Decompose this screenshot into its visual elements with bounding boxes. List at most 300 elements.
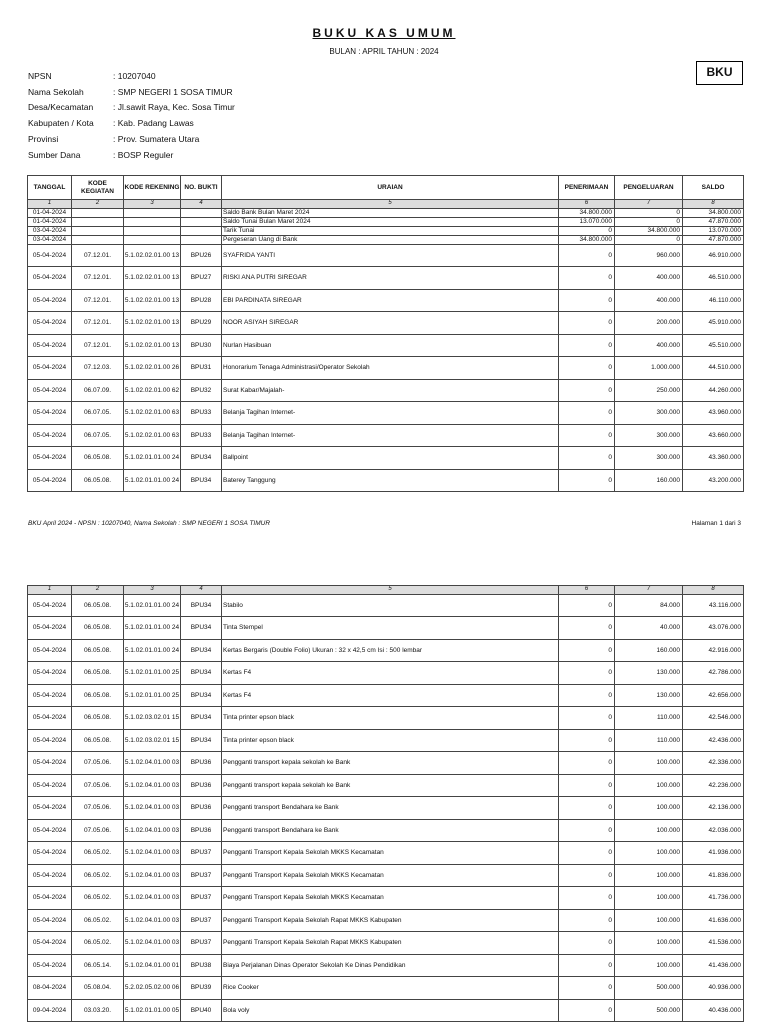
- info-value: : BOSP Reguler: [113, 149, 174, 160]
- cell-uraian: Tinta printer epson black: [222, 729, 559, 752]
- table-row: [28, 977, 744, 1000]
- table-row: [28, 842, 744, 865]
- cell-no-bukti: BPU34: [181, 594, 222, 617]
- cell-tanggal: 05-04-2024: [28, 379, 72, 402]
- cell-no-bukti: BPU37: [181, 842, 222, 865]
- col-number: 1: [28, 200, 72, 209]
- cell-uraian: Pengganti transport kepala sekolah ke Bank: [222, 774, 559, 797]
- cell-saldo: 43.360.000: [683, 447, 744, 470]
- cell-tanggal: 08-04-2024: [28, 977, 72, 1000]
- col-number: 2: [72, 200, 124, 209]
- cell-kode-kegiatan: 06.05.08.: [72, 684, 124, 707]
- cell-tanggal: 05-04-2024: [28, 639, 72, 662]
- cell-pengeluaran: 130.000: [615, 684, 683, 707]
- table-row: [28, 954, 744, 977]
- cell-penerimaan: 0: [559, 267, 615, 290]
- cell-pengeluaran: 130.000: [615, 662, 683, 685]
- cell-no-bukti: BPU39: [181, 977, 222, 1000]
- column-number-row: [28, 200, 744, 209]
- cell-kode-kegiatan: 06.05.02.: [72, 864, 124, 887]
- cell-no-bukti: BPU34: [181, 469, 222, 492]
- cell-kode-kegiatan: 07.12.01.: [72, 267, 124, 290]
- cell-no-bukti: BPU36: [181, 752, 222, 775]
- col-header-kode-kegiatan: KODE KEGIATAN: [72, 176, 124, 200]
- cell-saldo: 42.036.000: [683, 819, 744, 842]
- cell-tanggal: 05-04-2024: [28, 774, 72, 797]
- cell-uraian: EBI PARDINATA SIREGAR: [222, 289, 559, 312]
- cell-saldo: 41.636.000: [683, 909, 744, 932]
- cell-pengeluaran: 300.000: [615, 402, 683, 425]
- cell-pengeluaran: 84.000: [615, 594, 683, 617]
- cell-tanggal: 03-04-2024: [28, 226, 72, 235]
- cell-saldo: 47.870.000: [683, 217, 744, 226]
- cell-saldo: 44.260.000: [683, 379, 744, 402]
- cell-saldo: 46.910.000: [683, 244, 744, 267]
- cell-kode-kegiatan: 07.05.06.: [72, 797, 124, 820]
- table-row: [28, 469, 744, 492]
- cell-saldo: 43.200.000: [683, 469, 744, 492]
- cell-tanggal: 05-04-2024: [28, 684, 72, 707]
- cell-tanggal: 05-04-2024: [28, 469, 72, 492]
- cell-kode-kegiatan: 07.12.01.: [72, 312, 124, 335]
- cell-saldo: 41.936.000: [683, 842, 744, 865]
- cell-uraian: Pengganti transport Bendahara ke Bank: [222, 797, 559, 820]
- cell-kode-rekening: [124, 217, 181, 226]
- cell-tanggal: 05-04-2024: [28, 887, 72, 910]
- cell-uraian: Pengganti transport kepala sekolah ke Bank: [222, 752, 559, 775]
- cell-no-bukti: BPU31: [181, 357, 222, 380]
- cell-no-bukti: [181, 235, 222, 244]
- cell-kode-rekening: 5.1.02.04.01.00 03: [124, 909, 181, 932]
- cell-penerimaan: 0: [559, 289, 615, 312]
- cell-pengeluaran: 200.000: [615, 312, 683, 335]
- cell-kode-rekening: 5.1.02.04.01.00 03: [124, 752, 181, 775]
- table-row: [28, 244, 744, 267]
- table-row: [28, 639, 744, 662]
- cell-pengeluaran: 0: [615, 217, 683, 226]
- cell-kode-kegiatan: 06.05.08.: [72, 729, 124, 752]
- cell-kode-rekening: 5.1.02.01.01.00 24: [124, 617, 181, 640]
- cell-kode-rekening: [124, 235, 181, 244]
- cell-uraian: Pengganti Transport Kepala Sekolah MKKS Kecamatan: [222, 842, 559, 865]
- cell-saldo: 13.070.000: [683, 226, 744, 235]
- cell-saldo: 45.510.000: [683, 334, 744, 357]
- cell-kode-rekening: 5.1.02.02.01.00 13: [124, 289, 181, 312]
- cell-uraian: Tinta Stempel: [222, 617, 559, 640]
- cell-kode-kegiatan: 06.05.02.: [72, 932, 124, 955]
- cell-tanggal: 05-04-2024: [28, 447, 72, 470]
- cell-kode-rekening: 5.1.02.02.01.00 13: [124, 334, 181, 357]
- cell-no-bukti: BPU30: [181, 334, 222, 357]
- info-row: [28, 115, 235, 131]
- col-number: 3: [124, 200, 181, 209]
- table-row: [28, 752, 744, 775]
- info-label: Nama Sekolah: [28, 86, 84, 97]
- cell-no-bukti: BPU34: [181, 662, 222, 685]
- info-label: Desa/Kecamatan: [28, 102, 94, 113]
- cell-kode-rekening: 5.1.02.04.01.00 03: [124, 842, 181, 865]
- col-header-tanggal: TANGGAL: [28, 176, 72, 200]
- table-row: [28, 662, 744, 685]
- cell-saldo: 43.116.000: [683, 594, 744, 617]
- cell-pengeluaran: 160.000: [615, 469, 683, 492]
- cell-tanggal: 05-04-2024: [28, 954, 72, 977]
- table-row: [28, 774, 744, 797]
- cell-saldo: 41.536.000: [683, 932, 744, 955]
- table-row: [28, 819, 744, 842]
- table-row: [28, 909, 744, 932]
- cell-pengeluaran: 100.000: [615, 774, 683, 797]
- table-row: [28, 289, 744, 312]
- cell-no-bukti: BPU37: [181, 887, 222, 910]
- cell-kode-kegiatan: [72, 226, 124, 235]
- cell-tanggal: 05-04-2024: [28, 267, 72, 290]
- table-row: [28, 235, 744, 244]
- col-number: 2: [72, 586, 124, 595]
- col-number: 7: [615, 586, 683, 595]
- cell-uraian: Kertas Bergaris (Double Folio) Ukuran : 32 x 42,5 cm Isi : 500 lembar: [222, 639, 559, 662]
- info-value: : Prov. Sumatera Utara: [113, 134, 200, 145]
- cell-no-bukti: BPU34: [181, 617, 222, 640]
- cell-no-bukti: BPU29: [181, 312, 222, 335]
- cell-kode-kegiatan: [72, 217, 124, 226]
- cell-saldo: 42.436.000: [683, 729, 744, 752]
- cell-pengeluaran: 110.000: [615, 729, 683, 752]
- col-header-uraian: URAIAN: [222, 176, 559, 200]
- cell-no-bukti: [181, 208, 222, 217]
- cell-kode-kegiatan: 06.05.08.: [72, 707, 124, 730]
- cell-penerimaan: 0: [559, 707, 615, 730]
- cell-kode-kegiatan: 07.05.06.: [72, 752, 124, 775]
- table-row: [28, 208, 744, 217]
- bku-badge: BKU: [696, 61, 743, 85]
- cell-penerimaan: 0: [559, 887, 615, 910]
- cell-uraian: Ballpoint: [222, 447, 559, 470]
- cell-tanggal: 05-04-2024: [28, 729, 72, 752]
- cell-tanggal: 05-04-2024: [28, 334, 72, 357]
- cell-saldo: 42.656.000: [683, 684, 744, 707]
- cell-saldo: 42.236.000: [683, 774, 744, 797]
- cell-uraian: Surat Kabar/Majalah-: [222, 379, 559, 402]
- info-value: : 10207040: [113, 70, 156, 81]
- cell-pengeluaran: 100.000: [615, 909, 683, 932]
- table-row: [28, 797, 744, 820]
- info-row: [28, 147, 235, 163]
- cell-penerimaan: 34.800.000: [559, 235, 615, 244]
- cell-pengeluaran: 250.000: [615, 379, 683, 402]
- ledger-table-page-1: [27, 175, 744, 492]
- cell-penerimaan: 0: [559, 357, 615, 380]
- document-subtitle: BULAN : APRIL TAHUN : 2024: [329, 47, 439, 56]
- cell-kode-kegiatan: 06.05.14.: [72, 954, 124, 977]
- footer-note: BKU April 2024 - NPSN : 10207040, Nama Sekolah : SMP NEGERI 1 SOSA TIMUR: [28, 520, 271, 527]
- cell-no-bukti: BPU34: [181, 447, 222, 470]
- cell-uraian: Bola voly: [222, 999, 559, 1022]
- cell-no-bukti: [181, 217, 222, 226]
- cell-kode-kegiatan: 06.07.09.: [72, 379, 124, 402]
- cell-kode-kegiatan: 06.05.08.: [72, 594, 124, 617]
- cell-kode-kegiatan: 03.03.20.: [72, 999, 124, 1022]
- cell-uraian: NOOR ASIYAH SIREGAR: [222, 312, 559, 335]
- table-row: [28, 402, 744, 425]
- cell-uraian: Kertas F4: [222, 684, 559, 707]
- col-number: 6: [559, 200, 615, 209]
- cell-kode-rekening: 5.1.02.01.01.00 24: [124, 447, 181, 470]
- info-value: : SMP NEGERI 1 SOSA TIMUR: [113, 86, 233, 97]
- cell-kode-kegiatan: 06.07.05.: [72, 424, 124, 447]
- cell-kode-rekening: 5.1.02.01.01.00 24: [124, 639, 181, 662]
- ledger-table-page-2: [27, 585, 744, 1022]
- cell-tanggal: 01-04-2024: [28, 217, 72, 226]
- cell-uraian: Biaya Perjalanan Dinas Operator Sekolah Ke Dinas Pendidikan: [222, 954, 559, 977]
- cell-pengeluaran: 300.000: [615, 447, 683, 470]
- cell-no-bukti: BPU33: [181, 402, 222, 425]
- cell-kode-rekening: 5.1.02.01.01.00 25: [124, 684, 181, 707]
- cell-tanggal: 05-04-2024: [28, 289, 72, 312]
- table-row: [28, 729, 744, 752]
- cell-pengeluaran: 1.000.000: [615, 357, 683, 380]
- cell-penerimaan: 0: [559, 226, 615, 235]
- cell-saldo: 41.436.000: [683, 954, 744, 977]
- cell-kode-rekening: 5.1.02.02.01.00 13: [124, 244, 181, 267]
- cell-penerimaan: 0: [559, 864, 615, 887]
- cell-no-bukti: BPU34: [181, 707, 222, 730]
- cell-no-bukti: BPU34: [181, 639, 222, 662]
- cell-tanggal: 05-04-2024: [28, 244, 72, 267]
- col-number: 3: [124, 586, 181, 595]
- col-header-pengeluaran: PENGELUARAN: [615, 176, 683, 200]
- cell-penerimaan: 0: [559, 447, 615, 470]
- table-row: [28, 864, 744, 887]
- cell-penerimaan: 0: [559, 797, 615, 820]
- cell-penerimaan: 0: [559, 379, 615, 402]
- cell-kode-rekening: 5.1.02.03.02.01 15: [124, 729, 181, 752]
- cell-tanggal: 05-04-2024: [28, 819, 72, 842]
- cell-pengeluaran: 100.000: [615, 864, 683, 887]
- table-row: [28, 312, 744, 335]
- col-number: 4: [181, 200, 222, 209]
- info-label: Kabupaten / Kota: [28, 118, 94, 129]
- cell-kode-rekening: 5.1.02.04.01.00 03: [124, 797, 181, 820]
- cell-tanggal: 05-04-2024: [28, 424, 72, 447]
- col-header-penerimaan: PENERIMAAN: [559, 176, 615, 200]
- cell-no-bukti: BPU34: [181, 729, 222, 752]
- cell-uraian: SYAFRIDA YANTI: [222, 244, 559, 267]
- column-number-row: [28, 586, 744, 595]
- cell-tanggal: 05-04-2024: [28, 909, 72, 932]
- table-row: [28, 887, 744, 910]
- cell-no-bukti: BPU36: [181, 774, 222, 797]
- cell-saldo: 43.960.000: [683, 402, 744, 425]
- col-number: 7: [615, 200, 683, 209]
- cell-no-bukti: BPU26: [181, 244, 222, 267]
- cell-saldo: 43.076.000: [683, 617, 744, 640]
- cell-saldo: 40.936.000: [683, 977, 744, 1000]
- col-number: 8: [683, 586, 744, 595]
- cell-saldo: 42.786.000: [683, 662, 744, 685]
- cell-kode-kegiatan: 06.05.02.: [72, 887, 124, 910]
- cell-penerimaan: 0: [559, 999, 615, 1022]
- cell-pengeluaran: 110.000: [615, 707, 683, 730]
- table-row: [28, 707, 744, 730]
- cell-kode-kegiatan: 07.12.01.: [72, 244, 124, 267]
- cell-uraian: Pengganti Transport Kepala Sekolah Rapat MKKS Kabupaten: [222, 932, 559, 955]
- info-value: : Jl.sawit Raya, Kec. Sosa Timur: [113, 102, 235, 113]
- info-row: [28, 100, 235, 116]
- cell-penerimaan: 0: [559, 334, 615, 357]
- cell-uraian: Honorarium Tenaga Administrasi/Operator Sekolah: [222, 357, 559, 380]
- cell-kode-kegiatan: 05.08.04.: [72, 977, 124, 1000]
- cell-saldo: 47.870.000: [683, 235, 744, 244]
- cell-uraian: Pergeseran Uang di Bank: [222, 235, 559, 244]
- cell-kode-rekening: 5.1.02.04.01.00 03: [124, 932, 181, 955]
- cell-no-bukti: BPU32: [181, 379, 222, 402]
- cell-saldo: 41.736.000: [683, 887, 744, 910]
- cell-no-bukti: BPU36: [181, 819, 222, 842]
- cell-penerimaan: 0: [559, 842, 615, 865]
- table-row: [28, 932, 744, 955]
- info-label: NPSN: [28, 70, 52, 81]
- cell-kode-rekening: 5.1.02.02.01.00 13: [124, 267, 181, 290]
- cell-kode-rekening: 5.1.02.01.01.00 05: [124, 999, 181, 1022]
- cell-pengeluaran: 100.000: [615, 954, 683, 977]
- cell-uraian: Baterey Tanggung: [222, 469, 559, 492]
- cell-penerimaan: 0: [559, 469, 615, 492]
- col-header-kode-rekening: KODE REKENING: [124, 176, 181, 200]
- cell-penerimaan: 0: [559, 977, 615, 1000]
- cell-tanggal: 03-04-2024: [28, 235, 72, 244]
- cell-no-bukti: BPU37: [181, 909, 222, 932]
- cell-no-bukti: [181, 226, 222, 235]
- cell-penerimaan: 0: [559, 617, 615, 640]
- cell-kode-kegiatan: 06.05.08.: [72, 662, 124, 685]
- cell-saldo: 43.660.000: [683, 424, 744, 447]
- info-label: Provinsi: [28, 134, 59, 145]
- cell-no-bukti: BPU34: [181, 684, 222, 707]
- cell-tanggal: 05-04-2024: [28, 864, 72, 887]
- cell-kode-kegiatan: 06.05.02.: [72, 909, 124, 932]
- cell-kode-rekening: 5.1.02.02.01.00 26: [124, 357, 181, 380]
- cell-no-bukti: BPU36: [181, 797, 222, 820]
- cell-no-bukti: BPU28: [181, 289, 222, 312]
- cell-tanggal: 05-04-2024: [28, 617, 72, 640]
- cell-kode-rekening: 5.1.02.02.01.00 13: [124, 312, 181, 335]
- cell-pengeluaran: 400.000: [615, 334, 683, 357]
- cell-kode-rekening: 5.1.02.04.01.00 03: [124, 774, 181, 797]
- cell-uraian: Pengganti transport Bendahara ke Bank: [222, 819, 559, 842]
- cell-pengeluaran: 100.000: [615, 819, 683, 842]
- cell-no-bukti: BPU33: [181, 424, 222, 447]
- cell-kode-rekening: 5.1.02.01.01.00 24: [124, 594, 181, 617]
- cell-uraian: Belanja Tagihan Internet-: [222, 402, 559, 425]
- cell-uraian: Pengganti Transport Kepala Sekolah MKKS Kecamatan: [222, 887, 559, 910]
- cell-penerimaan: 0: [559, 954, 615, 977]
- cell-penerimaan: 0: [559, 752, 615, 775]
- cell-tanggal: 01-04-2024: [28, 208, 72, 217]
- cell-penerimaan: 0: [559, 932, 615, 955]
- cell-penerimaan: 0: [559, 312, 615, 335]
- col-number: 8: [683, 200, 744, 209]
- cell-kode-rekening: 5.1.02.02.01.00 62: [124, 379, 181, 402]
- cell-uraian: RISKI ANA PUTRI SIREGAR: [222, 267, 559, 290]
- cell-kode-rekening: 5.2.02.05.02.00 06: [124, 977, 181, 1000]
- info-row: [28, 84, 235, 100]
- cell-pengeluaran: 100.000: [615, 887, 683, 910]
- cell-penerimaan: 0: [559, 244, 615, 267]
- cell-pengeluaran: 160.000: [615, 639, 683, 662]
- table-row: [28, 594, 744, 617]
- col-number: 5: [222, 586, 559, 595]
- cell-saldo: 42.336.000: [683, 752, 744, 775]
- cell-pengeluaran: 500.000: [615, 999, 683, 1022]
- header-row: [28, 176, 744, 200]
- cell-pengeluaran: 100.000: [615, 932, 683, 955]
- cell-tanggal: 05-04-2024: [28, 797, 72, 820]
- table-row: [28, 999, 744, 1022]
- cell-tanggal: 05-04-2024: [28, 402, 72, 425]
- cell-pengeluaran: 400.000: [615, 289, 683, 312]
- cell-kode-kegiatan: 06.05.08.: [72, 447, 124, 470]
- cell-kode-kegiatan: 06.05.08.: [72, 639, 124, 662]
- col-header-no-bukti: NO. BUKTI: [181, 176, 222, 200]
- cell-penerimaan: 0: [559, 684, 615, 707]
- cell-penerimaan: 0: [559, 402, 615, 425]
- cell-pengeluaran: 500.000: [615, 977, 683, 1000]
- col-number: 1: [28, 586, 72, 595]
- cell-saldo: 40.436.000: [683, 999, 744, 1022]
- cell-kode-rekening: [124, 226, 181, 235]
- document-title: BUKU KAS UMUM: [312, 26, 456, 40]
- cell-kode-kegiatan: 07.12.01.: [72, 289, 124, 312]
- cell-kode-kegiatan: [72, 208, 124, 217]
- cell-pengeluaran: 100.000: [615, 797, 683, 820]
- cell-uraian: Stabilo: [222, 594, 559, 617]
- cell-tanggal: 05-04-2024: [28, 594, 72, 617]
- cell-pengeluaran: 40.000: [615, 617, 683, 640]
- cell-kode-kegiatan: [72, 235, 124, 244]
- cell-tanggal: 05-04-2024: [28, 842, 72, 865]
- cell-penerimaan: 0: [559, 424, 615, 447]
- cell-kode-kegiatan: 07.12.03.: [72, 357, 124, 380]
- cell-pengeluaran: 960.000: [615, 244, 683, 267]
- info-value: : Kab. Padang Lawas: [113, 118, 194, 129]
- cell-pengeluaran: 100.000: [615, 842, 683, 865]
- cell-saldo: 46.110.000: [683, 289, 744, 312]
- cell-kode-kegiatan: 06.05.08.: [72, 469, 124, 492]
- col-number: 5: [222, 200, 559, 209]
- cell-kode-rekening: 5.1.02.01.01.00 25: [124, 662, 181, 685]
- cell-kode-rekening: 5.1.02.04.01.00 01: [124, 954, 181, 977]
- cell-tanggal: 05-04-2024: [28, 357, 72, 380]
- cell-kode-kegiatan: 06.05.08.: [72, 617, 124, 640]
- cell-pengeluaran: 300.000: [615, 424, 683, 447]
- table-row: [28, 334, 744, 357]
- page-number: Halaman 1 dari 3: [691, 520, 741, 527]
- cell-kode-rekening: 5.1.02.04.01.00 03: [124, 819, 181, 842]
- cell-saldo: 42.916.000: [683, 639, 744, 662]
- cell-uraian: Nurlan Hasibuan: [222, 334, 559, 357]
- cell-penerimaan: 0: [559, 729, 615, 752]
- cell-no-bukti: BPU37: [181, 864, 222, 887]
- cell-penerimaan: 0: [559, 819, 615, 842]
- cell-kode-rekening: 5.1.02.04.01.00 03: [124, 887, 181, 910]
- cell-saldo: 46.510.000: [683, 267, 744, 290]
- cell-uraian: Tarik Tunai: [222, 226, 559, 235]
- cell-saldo: 41.836.000: [683, 864, 744, 887]
- cell-penerimaan: 0: [559, 639, 615, 662]
- cell-pengeluaran: 100.000: [615, 752, 683, 775]
- table-row: [28, 447, 744, 470]
